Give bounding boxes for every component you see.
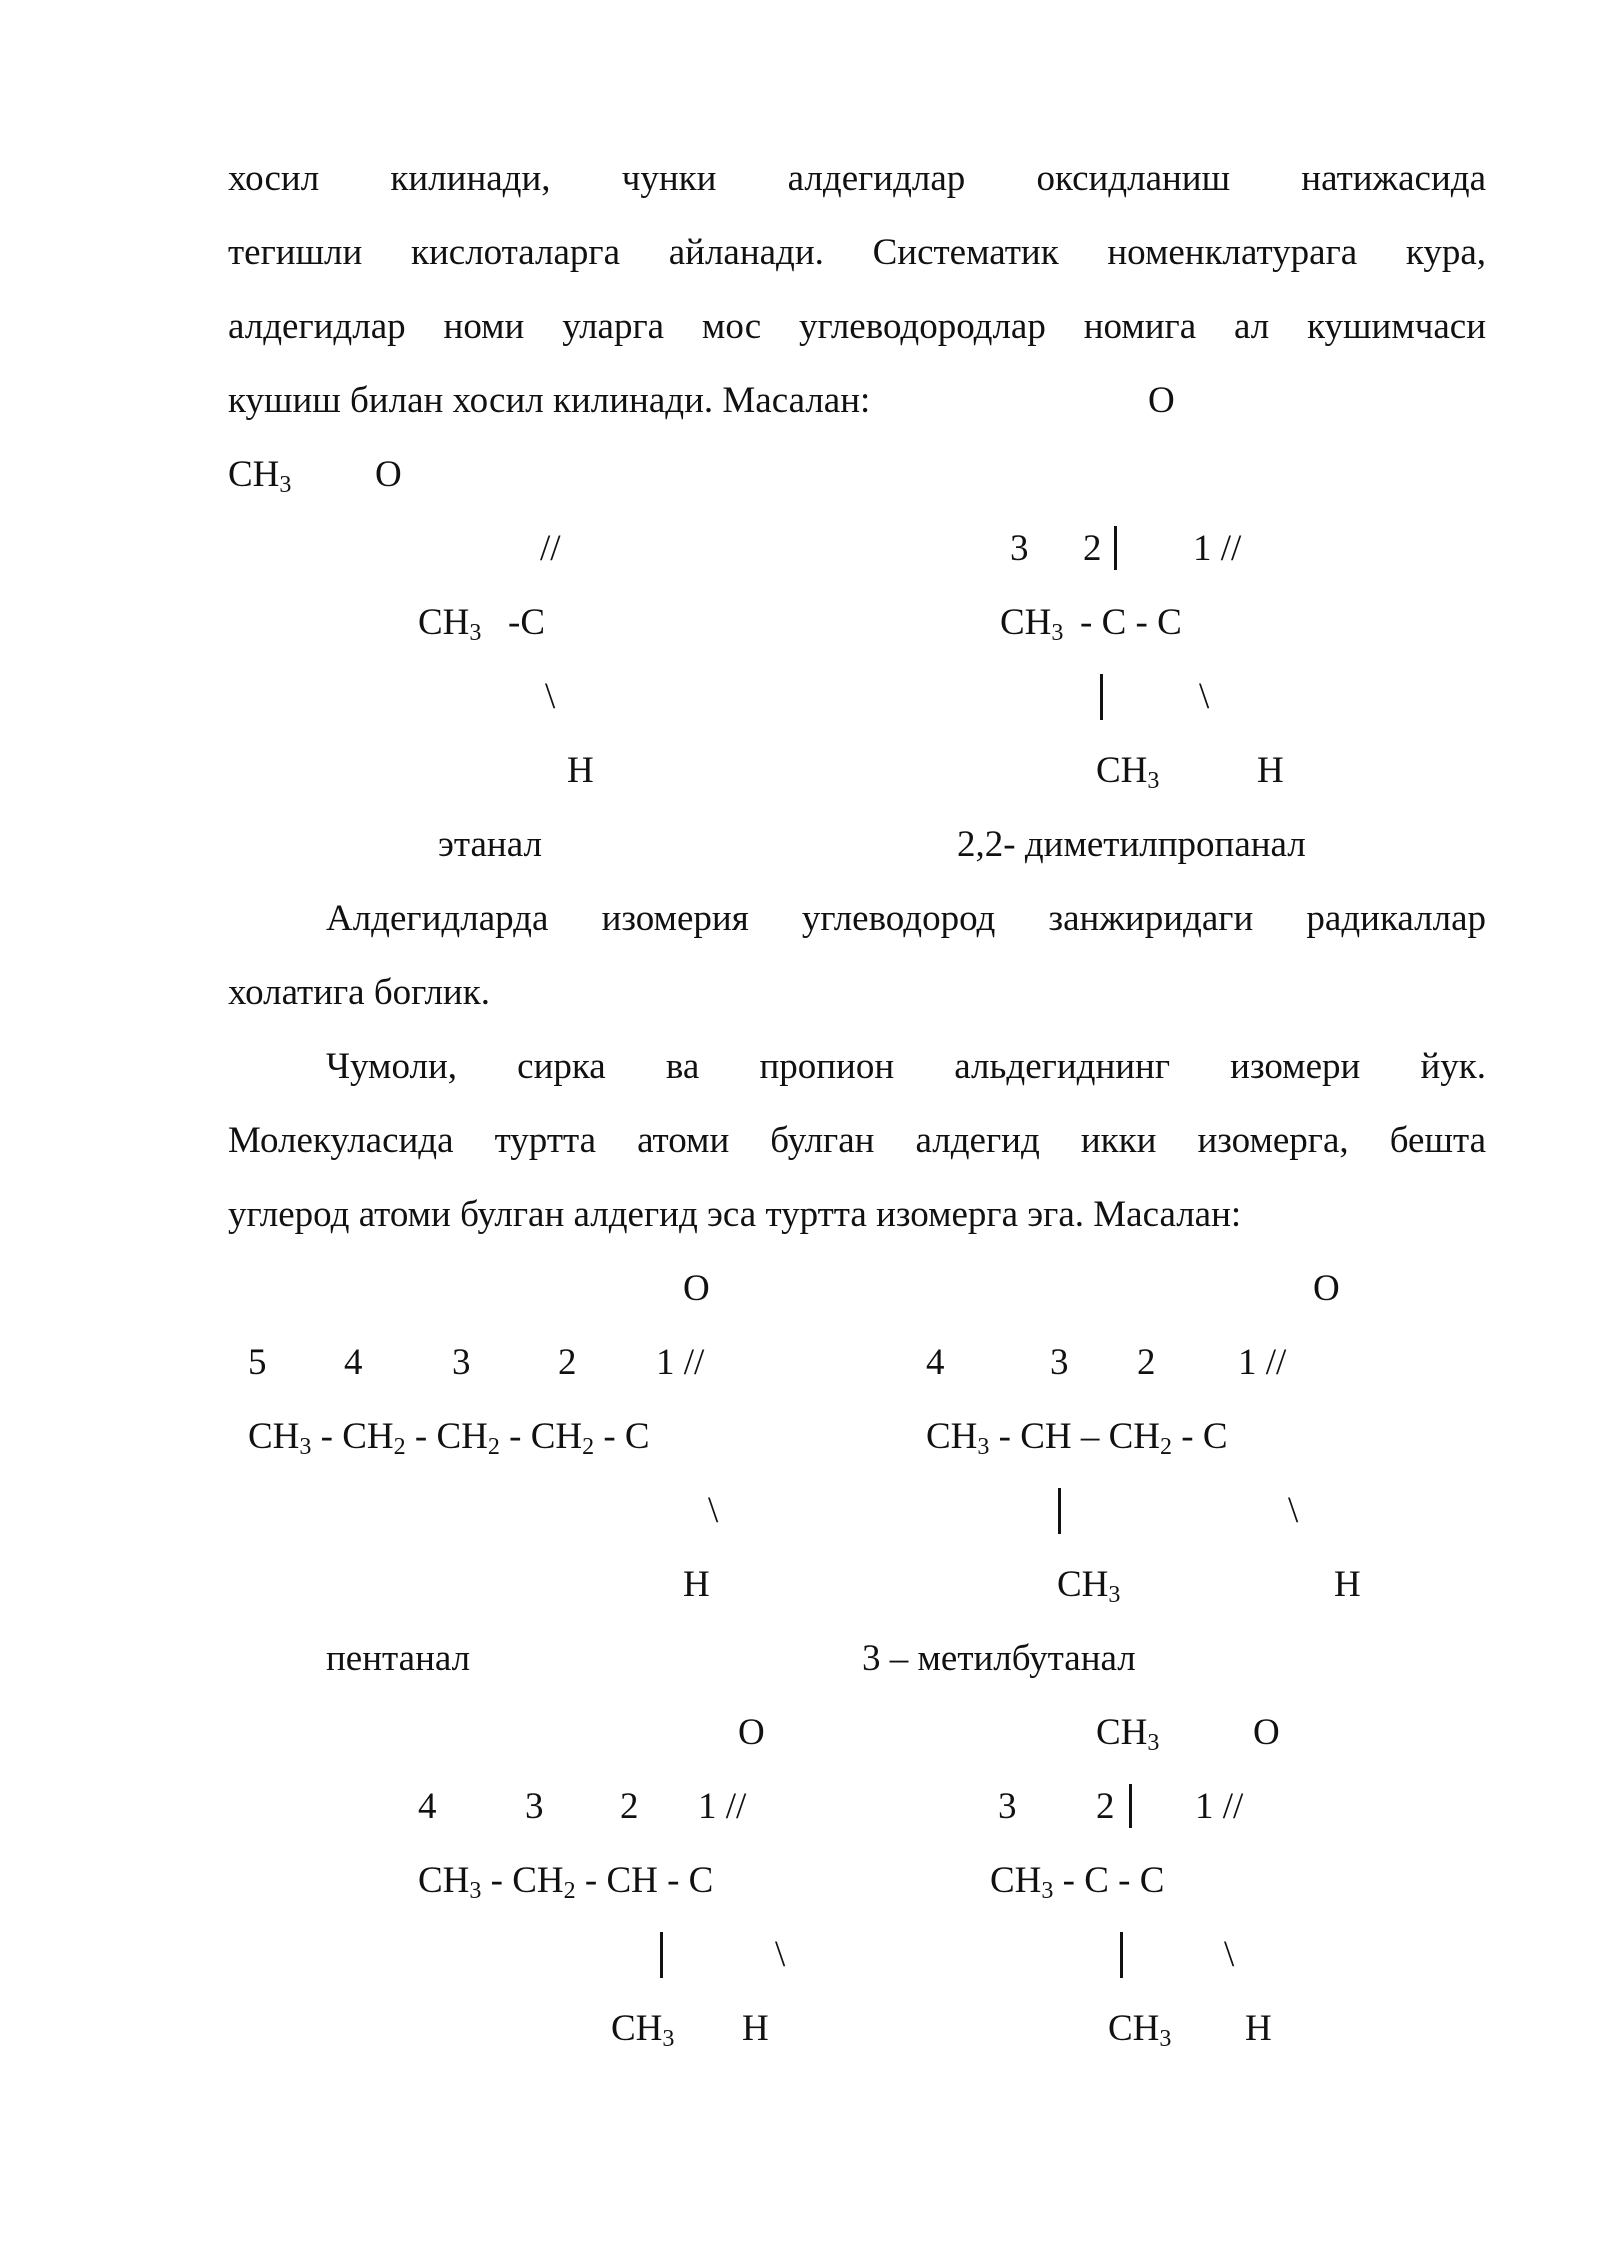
formula-chain: $CH_3 - CH_2 - CH_2 - CH_2$ - C bbox=[248, 1416, 650, 1460]
methyl-group: $CH_3$ bbox=[1000, 602, 1064, 646]
carbon-chain: - C - C bbox=[1080, 602, 1182, 643]
paragraph-1-line-2: тегишли кислоталарга айланади. Систематик номенклатурага кура, bbox=[228, 232, 1486, 273]
paragraph-2-line-1: Алдегидларда изомерия углеводород занжиридаги радикаллар bbox=[326, 898, 1486, 939]
hydrogen-atom: H bbox=[1245, 2008, 1272, 2049]
oxygen-label: О bbox=[738, 1712, 765, 1753]
methyl-group: $CH_3$ bbox=[1108, 2008, 1172, 2052]
hydrogen-atom: H bbox=[683, 1564, 710, 1605]
single-bond: \ bbox=[1199, 676, 1210, 717]
carbon-number: 2 bbox=[620, 1786, 639, 1827]
carbon-number: 1 // bbox=[1193, 528, 1242, 569]
formula-chain: $CH_3 - CH_2$ - CH - C bbox=[418, 1860, 714, 1904]
vertical-bond bbox=[660, 1932, 663, 1978]
oxygen-label: О bbox=[375, 454, 402, 495]
carbon-number: 1 // bbox=[656, 1342, 705, 1383]
carbon-atom: -C bbox=[508, 602, 545, 643]
hydrogen-atom: H bbox=[1334, 1564, 1361, 1605]
compound-name: этанал bbox=[438, 824, 542, 865]
carbon-number: 3 bbox=[525, 1786, 544, 1827]
methyl-group: $CH_3$ bbox=[1096, 1712, 1160, 1756]
double-bond: // bbox=[540, 528, 561, 569]
methyl-group: $CH_3$ bbox=[611, 2008, 675, 2052]
vertical-bond bbox=[1100, 674, 1103, 720]
carbon-number: 3 bbox=[998, 1786, 1017, 1827]
vertical-bond bbox=[1058, 1488, 1061, 1534]
vertical-bond bbox=[1114, 526, 1117, 570]
carbon-number: 2 bbox=[1083, 528, 1102, 569]
carbon-number: 3 bbox=[1010, 528, 1029, 569]
formula-chain: $CH_3$ - CH – $CH_2$ - C bbox=[926, 1416, 1228, 1460]
methyl-group: $CH_3$ bbox=[1096, 750, 1160, 794]
hydrogen-atom: H bbox=[742, 2008, 769, 2049]
oxygen-label: О bbox=[1253, 1712, 1280, 1753]
oxygen-label: О bbox=[1313, 1268, 1340, 1309]
compound-name: 2,2- диметилпропанал bbox=[957, 824, 1306, 865]
paragraph-1-line-1: хосил килинади, чунки алдегидлар оксидланиш натижасида bbox=[228, 158, 1486, 199]
carbon-number: 5 bbox=[248, 1342, 267, 1383]
paragraph-3-line-2: Молекуласида туртта атоми булган алдегид икки изомерга, бешта bbox=[228, 1120, 1486, 1161]
single-bond: \ bbox=[775, 1934, 786, 1975]
carbon-number: 1 // bbox=[698, 1786, 747, 1827]
methyl-group: $CH_3$ bbox=[1057, 1564, 1121, 1608]
carbon-number: 4 bbox=[926, 1342, 945, 1383]
paragraph-1-line-3: алдегидлар номи уларга мос углеводородлар номига ал кушимчаси bbox=[228, 306, 1486, 347]
carbon-number: 2 bbox=[1096, 1786, 1115, 1827]
carbon-number: 2 bbox=[558, 1342, 577, 1383]
carbon-number: 3 bbox=[452, 1342, 471, 1383]
single-bond: \ bbox=[1224, 1934, 1235, 1975]
paragraph-2-line-2: холатига боглик. bbox=[228, 972, 490, 1013]
single-bond: \ bbox=[545, 676, 556, 717]
paragraph-3-line-1: Чумоли, сирка ва пропион альдегиднинг изомери йук. bbox=[326, 1046, 1486, 1087]
carbon-number: 2 bbox=[1137, 1342, 1156, 1383]
carbon-number: 3 bbox=[1050, 1342, 1069, 1383]
paragraph-3-line-3: углерод атоми булган алдегид эса туртта изомерга эга. Масалан: bbox=[228, 1194, 1242, 1235]
hydrogen-atom: H bbox=[567, 750, 594, 791]
carbon-number: 1 // bbox=[1195, 1786, 1244, 1827]
single-bond: \ bbox=[1288, 1490, 1299, 1531]
methyl-group: $CH_3$ bbox=[418, 602, 482, 646]
carbon-number: 4 bbox=[418, 1786, 437, 1827]
vertical-bond bbox=[1120, 1932, 1123, 1978]
formula-chain: $CH_3$ - C - C bbox=[990, 1860, 1165, 1904]
oxygen-label: О bbox=[1148, 380, 1175, 421]
hydrogen-atom: H bbox=[1257, 750, 1284, 791]
compound-name: пентанал bbox=[326, 1638, 471, 1679]
single-bond: \ bbox=[708, 1490, 719, 1531]
formula-fragment: $CH_3$ bbox=[228, 454, 292, 498]
vertical-bond bbox=[1129, 1784, 1132, 1828]
carbon-number: 1 // bbox=[1238, 1342, 1287, 1383]
compound-name: 3 – метилбутанал bbox=[862, 1638, 1136, 1679]
carbon-number: 4 bbox=[344, 1342, 363, 1383]
paragraph-1-line-4: кушиш билан хосил килинади. Масалан: bbox=[228, 380, 871, 421]
oxygen-label: О bbox=[683, 1268, 710, 1309]
